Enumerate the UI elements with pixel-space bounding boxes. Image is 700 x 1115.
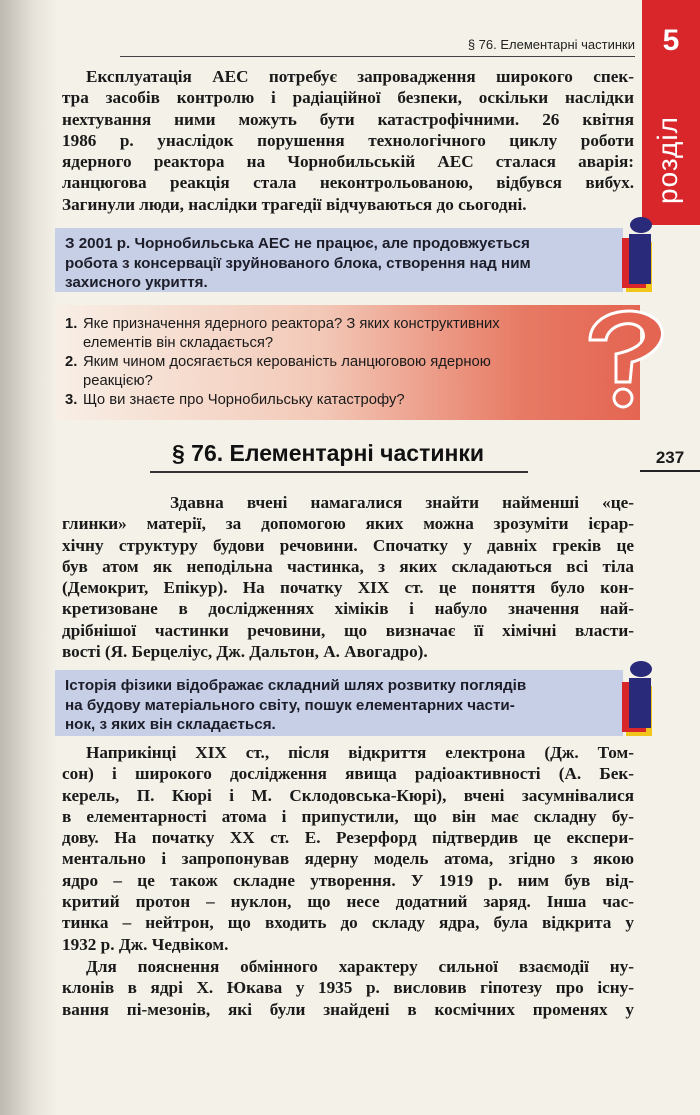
info-box-history xyxy=(55,670,623,736)
chapter-number: 5 xyxy=(662,24,680,57)
text-line: сон) і широкого дослідження явища радіоактивності (А. Бек- xyxy=(62,764,634,784)
paragraph-yukawa xyxy=(62,956,634,1020)
section-title: § 76. Елементарні частинки xyxy=(172,440,485,466)
text-line: кретизоване в дослідженнях хіміків і набуло значення най- xyxy=(62,599,634,619)
text-line: дрібнішої частинки речовини, що визначає її хімічні власти- xyxy=(62,620,634,640)
text-line: глинки» матерії, за допомогою яких можна зрозуміти ієрар- xyxy=(62,514,634,534)
info-line: З 2001 р. Чорнобильська АЕС не працює, але продовжується xyxy=(65,235,530,252)
text-line: дову. На початку XX ст. Е. Резерфорд підтвердив це експери- xyxy=(62,828,634,848)
section-title-rule xyxy=(150,471,528,473)
text-line: (Демокрит, Епікур). На початку XIX ст. це поняття було кон- xyxy=(62,578,634,598)
info-line: робота з консервації зруйнованого блока, створення над ним xyxy=(65,254,531,272)
page-number: 237 xyxy=(655,448,685,467)
info-line: Історія фізики відображає складний шлях розвитку поглядів xyxy=(65,677,527,694)
review-questions xyxy=(55,305,640,420)
text-line: 1932 р. Дж. Чедвіком. xyxy=(62,934,229,954)
text-line: хічну структуру будови речовини. Спочатку у давніх греків це xyxy=(62,535,634,555)
text-line: вання пі-мезонів, які були знайдені в космічних променях у xyxy=(62,999,634,1019)
text-line: ментально і запропонував ядерну модель атома, згідно з якою xyxy=(62,849,634,869)
text-line: тра засобів контролю і радіаційної безпеки, оскільки наслідки xyxy=(62,88,634,108)
text-line: був атом як неподільна частинка, з яких складаються всі тіла xyxy=(62,556,634,576)
page-number-rule xyxy=(640,470,700,472)
page-gutter-shadow xyxy=(0,0,58,1115)
info-line: захисного укриття. xyxy=(65,274,208,291)
info-box-chornobyl xyxy=(55,228,623,292)
text-line: клонів в ядрі Х. Юкава у 1935 р. висловив гіпотезу про існу- xyxy=(62,978,634,998)
chapter-tab xyxy=(642,0,700,225)
text-line: Для пояснення обмінного характеру сильної взаємодії ну- xyxy=(86,957,634,976)
question-item: 3. Що ви знаєте про Чорнобильську катастрофу? xyxy=(65,392,405,408)
text-line: Експлуатація АЕС потребує запровадження широкого спек- xyxy=(86,67,634,86)
text-line: Загинули люди, наслідки трагедії відчуваються до сьогодні. xyxy=(62,194,527,214)
text-line: ланцюгова реакція стала неконтрольованою, відбувся вибух. xyxy=(62,173,634,193)
text-line: ядро – це також складне утворення. У 1919 р. ним був від- xyxy=(62,870,634,890)
text-line: критий протон – нуклон, що несе додатний заряд. Інша час- xyxy=(62,892,634,912)
paragraph-history xyxy=(62,492,634,662)
info-line: нок, з яких він складається. xyxy=(65,716,276,733)
question-item-cont: елементів він складається? xyxy=(83,335,274,351)
text-line: в елементарності атома і припустили, що він має складну бу- xyxy=(62,806,634,826)
running-head: § 76. Елементарні частинки xyxy=(467,37,635,52)
text-line: керель, П. Кюрі і М. Склодовська-Кюрі), вчені засумнівалися xyxy=(62,785,634,805)
text-line: ядерного реактора на Чорнобильській АЕС сталася аварія: xyxy=(62,152,634,172)
text-line: 1986 р. унаслідок порушення технологічного циклу роботи xyxy=(62,130,634,150)
question-item-cont: реакцією? xyxy=(83,373,153,389)
chapter-word: розділ xyxy=(652,116,683,204)
header-rule xyxy=(120,56,635,57)
text-line: вості (Я. Берцеліус, Дж. Дальтон, А. Авогадро). xyxy=(62,642,428,662)
info-i-icon xyxy=(612,216,662,294)
info-i-icon xyxy=(612,660,662,738)
text-line: Наприкінці XIX ст., після відкриття електрона (Дж. Том- xyxy=(86,743,634,762)
question-mark-icon xyxy=(580,300,675,420)
text-line: Здавна вчені намагалися знайти найменші «це- xyxy=(170,493,634,512)
text-line: нехтування ними можуть бути катастрофічними. 26 квітня xyxy=(62,109,634,129)
info-line: на будову матеріального світу, пошук елементарних части- xyxy=(65,696,515,714)
question-item: 2. Яким чином досягається керованість ланцюговою ядерною xyxy=(65,354,491,370)
question-item: 1. Яке призначення ядерного реактора? З яких конструктивних xyxy=(65,316,500,332)
paragraph-chornobyl xyxy=(62,66,634,215)
text-line: тинка – нейтрон, що входить до складу ядра, була відкрита у xyxy=(62,913,634,933)
paragraph-atom-structure xyxy=(62,742,634,955)
